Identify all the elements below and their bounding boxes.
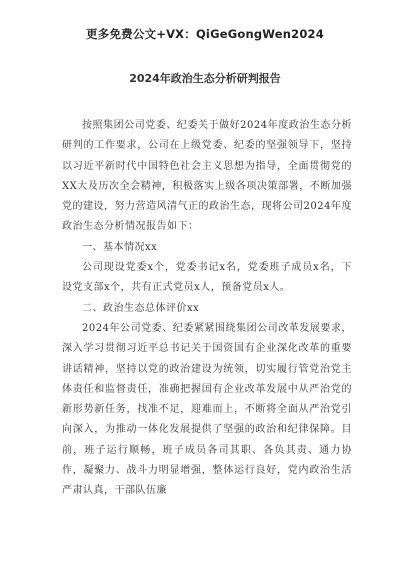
document-title: 2024年政治生态分析研判报告 bbox=[129, 72, 281, 85]
section-heading-overall-evaluation: 二、政治生态总体评价xx bbox=[82, 302, 200, 314]
overall-evaluation-paragraph: 2024年公司党委、纪委紧紧围绕集团公司改革发展要求，深入学习贯彻习近平总书记关于国资国有企业深化改革的重要讲话精神，坚持以党的政治建设为统领，切实履行管党治党主体责任和监督责任，准确把握国有企业改革发展中从严治党的新形势新任务，找准不足，迎难而上，不断将全面从严治党引向深入，为推动一体化发展提供了坚强的政治和纪律保障。目前，班子运行顺畅，班子成员各司其职、各负其责、通力协作，凝聚力、战斗力明显增强，整体运行良好，党内政治生活严肃认真，干部队伍廉 bbox=[62, 322, 352, 497]
section-heading-basic-info: 一、基本情况xx bbox=[82, 241, 158, 253]
document-body bbox=[62, 116, 352, 502]
intro-paragraph: 按照集团公司党委、纪委关于做好2024年度政治生态分析研判的工作要求，公司在上级党委、纪委的坚强领导下，坚持以习近平新时代中国特色社会主义思想为指导，全面贯彻党的XX大及历次全会精神，积极落实上级各项决策部署，不断加强党的建设，努力营造风清气正的政治生态，现将公司2024年度政治生态分析情况报告如下： bbox=[62, 120, 352, 233]
basic-info-paragraph: 公司现设党委x个，党委书记x名，党委班子成员x名，下设党支部x个，共有正式党员x人，预备党员x人。 bbox=[62, 262, 352, 294]
promo-watermark: 更多免费公文+VX：QiGeGongWen2024 bbox=[86, 27, 324, 41]
